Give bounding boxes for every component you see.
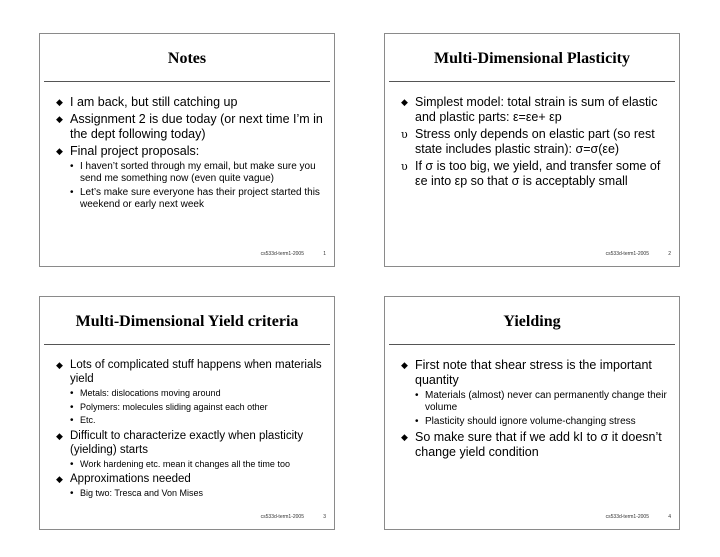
diamond-bullet-icon: ◆ (56, 114, 63, 124)
bullet-item (401, 127, 669, 157)
bullet-item (401, 159, 669, 189)
title-divider (44, 81, 330, 82)
bullet-text: So make sure that if we add kI to σ it doesn’t change yield condition (415, 430, 662, 459)
dot-bullet-icon: • (70, 161, 74, 172)
sub-bullet-item (70, 459, 324, 471)
bullet-item (401, 95, 669, 125)
sub-bullet-text: Work hardening etc. mean it changes all the time too (80, 458, 290, 469)
bullet-item (56, 472, 324, 486)
bullet-item (56, 358, 324, 386)
dot-bullet-icon: • (70, 488, 74, 499)
bullet-text: Difficult to characterize exactly when plasticity (yielding) starts (70, 429, 304, 456)
bullet-text: If σ is too big, we yield, and transfer some of εe into εp so that σ is acceptably small (415, 159, 661, 188)
bullet-item (56, 144, 324, 159)
dot-bullet-icon: • (70, 401, 74, 413)
bullet-text: First note that shear stress is the important quantity (415, 358, 652, 387)
bullet-text: Final project proposals: (70, 144, 200, 158)
bullet-list (56, 358, 324, 502)
sub-bullet-text: Let’s make sure everyone has their project started this weekend or early next week (80, 187, 320, 210)
dot-bullet-icon: • (415, 390, 419, 401)
bullet-item (401, 358, 669, 388)
title-divider (389, 81, 675, 82)
title-divider (389, 344, 675, 345)
diamond-bullet-icon: ◆ (401, 97, 408, 107)
sub-bullet-item (70, 415, 324, 427)
sub-bullet-text: I haven’t sorted through my email, but make sure you send me something now (even quite vague) (80, 161, 316, 184)
bullet-text: I am back, but still catching up (70, 95, 238, 109)
page-number: 3 (323, 514, 326, 520)
slide-footer: cs533d-term1-2005 (260, 514, 304, 520)
sub-bullet-text: Etc. (80, 415, 96, 425)
bullet-text: Lots of complicated stuff happens when materials yield (70, 359, 322, 385)
slide-footer: cs533d-term1-2005 (605, 514, 649, 520)
upsilon-bullet-icon: υ (401, 160, 408, 173)
diamond-bullet-icon: ◆ (56, 474, 63, 484)
sub-bullet-text: Plasticity should ignore volume-changing stress (425, 416, 636, 427)
dot-bullet-icon: • (70, 415, 74, 426)
bullet-item (401, 430, 669, 460)
sub-bullet-item (70, 388, 324, 400)
dot-bullet-icon: • (70, 187, 74, 198)
bullet-item (56, 429, 324, 457)
sub-bullet-item (70, 488, 324, 500)
sub-bullet-item (70, 402, 324, 414)
sub-bullet-item (70, 187, 324, 211)
slide-1 (39, 33, 335, 267)
page-number: 1 (323, 251, 326, 257)
sub-bullet-text: Materials (almost) never can permanently change their volume (425, 390, 667, 413)
bullet-item (56, 95, 324, 110)
diamond-bullet-icon: ◆ (56, 146, 63, 156)
slide-2 (384, 33, 680, 267)
page-number: 4 (668, 514, 671, 520)
sub-bullet-text: Metals: dislocations moving around (80, 388, 221, 398)
bullet-text: Simplest model: total strain is sum of elastic and plastic parts: ε=εe+ εp (415, 95, 658, 124)
bullet-list (401, 95, 669, 191)
dot-bullet-icon: • (70, 458, 74, 470)
diamond-bullet-icon: ◆ (56, 97, 63, 107)
slide-3 (39, 296, 335, 530)
slide-title: Multi-Dimensional Yield criteria (75, 313, 299, 330)
sub-bullet-item (70, 161, 324, 185)
bullet-text: Approximations needed (70, 473, 191, 485)
slide-title: Multi-Dimensional Plasticity (434, 50, 630, 67)
page-number: 2 (668, 251, 671, 257)
sub-bullet-text: Polymers: molecules sliding against each other (80, 401, 268, 412)
sub-bullet-item (415, 416, 669, 428)
bullet-text: Assignment 2 is due today (or next time I’m in the dept following today) (70, 112, 323, 141)
bullet-item (56, 112, 324, 142)
title-divider (44, 344, 330, 345)
slide-footer: cs533d-term1-2005 (605, 251, 649, 257)
diamond-bullet-icon: ◆ (56, 360, 63, 370)
slide-footer: cs533d-term1-2005 (260, 251, 304, 257)
bullet-list (56, 95, 324, 213)
sub-bullet-item (415, 390, 669, 414)
slide-title: Notes (167, 50, 207, 67)
bullet-text: Stress only depends on elastic part (so rest state includes plastic strain): σ=σ(εe) (415, 127, 655, 156)
diamond-bullet-icon: ◆ (56, 430, 63, 441)
upsilon-bullet-icon: υ (401, 128, 408, 141)
diamond-bullet-icon: ◆ (401, 432, 408, 442)
bullet-list (401, 358, 669, 462)
sub-bullet-text: Big two: Tresca and Von Mises (80, 488, 204, 498)
slide-4 (384, 296, 680, 530)
diamond-bullet-icon: ◆ (401, 360, 408, 370)
dot-bullet-icon: • (70, 388, 74, 399)
slide-title: Yielding (503, 313, 561, 330)
dot-bullet-icon: • (415, 416, 419, 427)
